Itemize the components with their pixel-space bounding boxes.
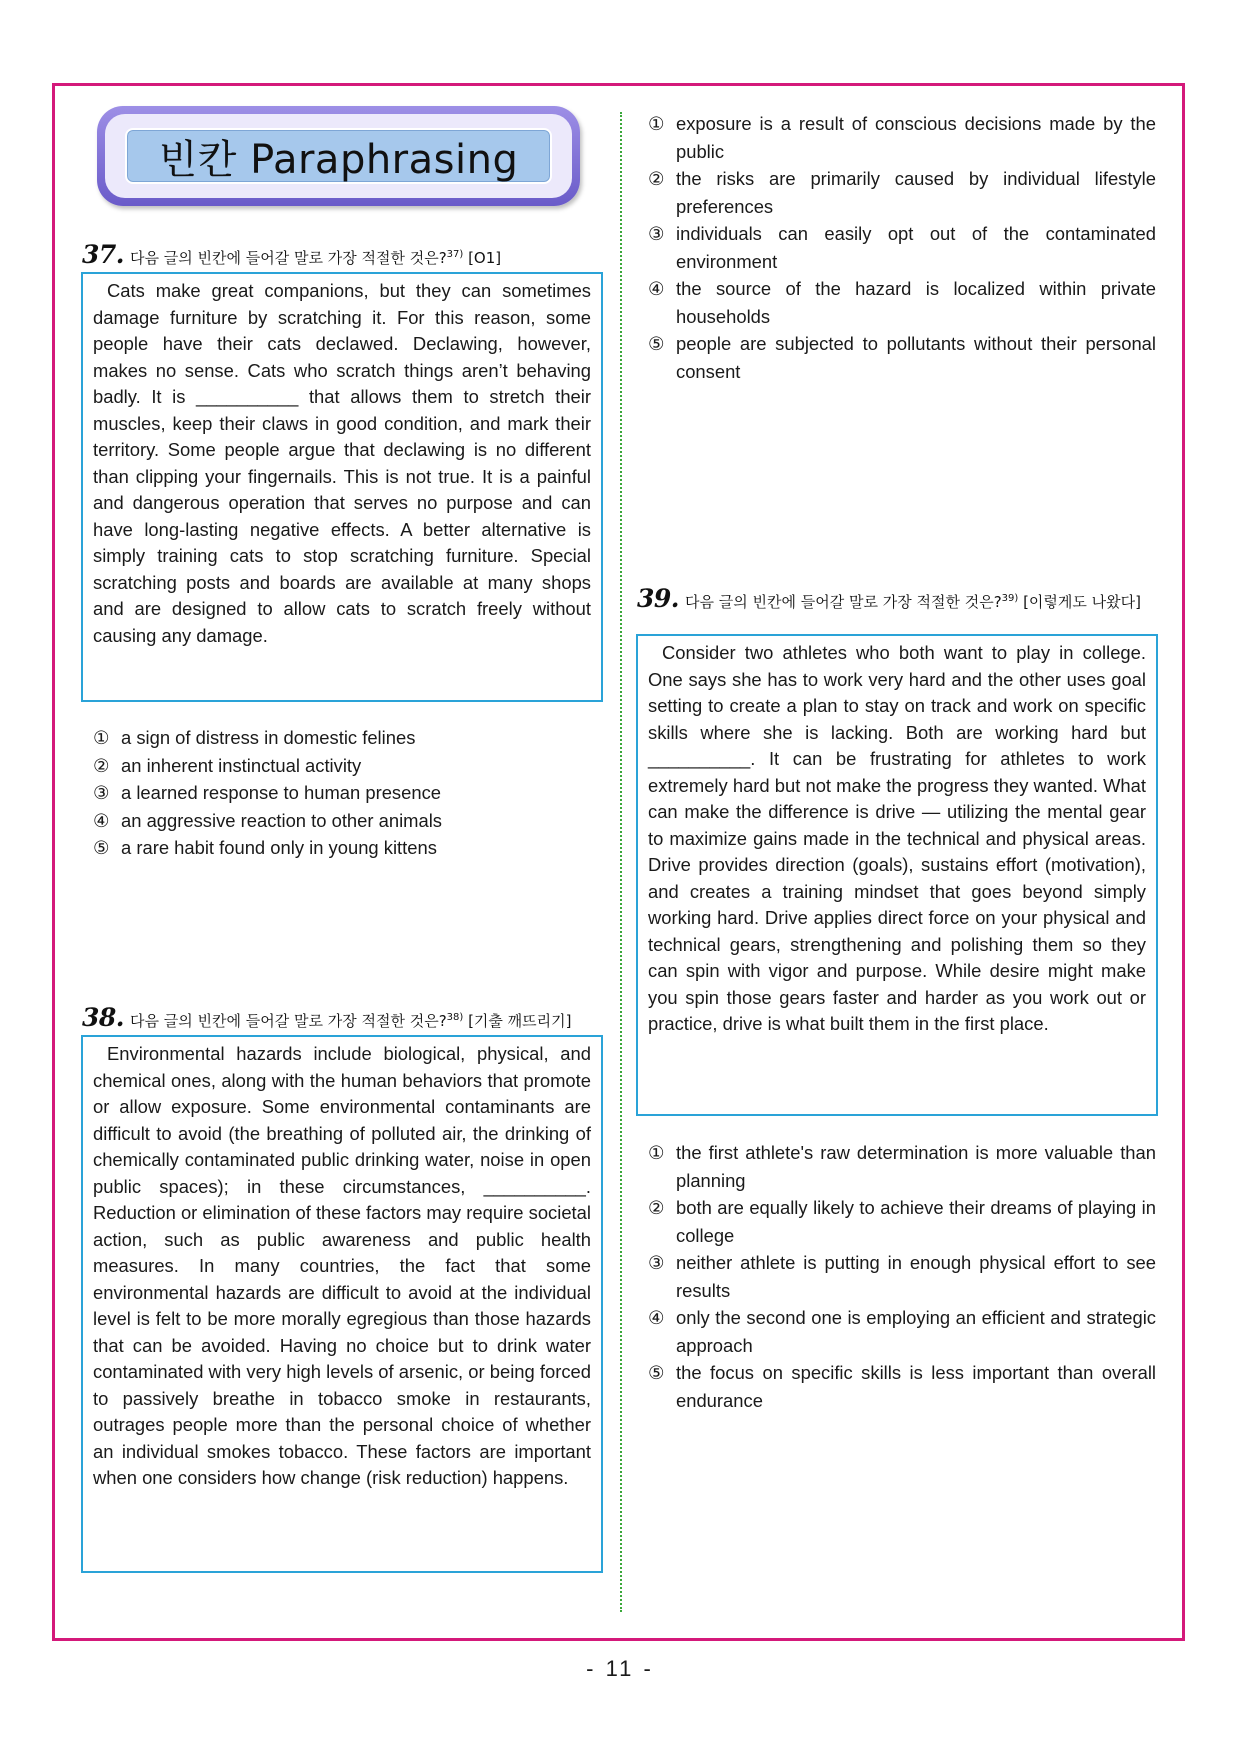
option-4[interactable]: ④ the source of the hazard is localized within private households xyxy=(648,278,1156,327)
footnote-ref: 39) xyxy=(1001,593,1019,604)
option-3[interactable]: ③ neither athlete is putting in enough physical effort to see results xyxy=(648,1252,1156,1301)
question-37-options xyxy=(93,724,593,862)
option-4[interactable]: ④ an aggressive reaction to other animals xyxy=(93,809,442,831)
question-37-heading xyxy=(82,240,502,269)
question-37-passage: Cats make great companions, but they can sometimes damage furniture by scratching it. For this reason, some people have their cats declawed. Declawing, however, makes no sense. Cats who scratch things aren’t behaving badly. It is __________ that allows them to stretch their muscles, keep their claws in good condition, and mark their territory. Some people argue that declawing is no different than clipping your fingernails. This is not true. It is a painful and dangerous operation that serves no purpose and can have long-lasting negative effects. A better alternative is simply training cats to stop scratching furniture. Special scratching posts and boards are available at many shops and are designed to allow cats to scratch freely without causing any damage. xyxy=(81,272,603,702)
question-prompt: 다음 글의 빈칸에 들어갈 말로 가장 적절한 것은? xyxy=(685,593,1002,611)
question-number: 39. xyxy=(637,584,679,613)
question-tag: [기출 깨뜨리기] xyxy=(468,1012,572,1030)
option-5[interactable]: ⑤ the focus on specific skills is less important than overall endurance xyxy=(648,1362,1156,1411)
question-38-heading xyxy=(82,1003,572,1032)
option-2[interactable]: ② both are equally likely to achieve their dreams of playing in college xyxy=(648,1197,1156,1246)
option-1[interactable]: ① exposure is a result of conscious decisions made by the public xyxy=(648,113,1156,162)
section-title-badge xyxy=(97,106,580,206)
option-5[interactable]: ⑤ people are subjected to pollutants without their personal consent xyxy=(648,333,1156,382)
page-number: - 11 - xyxy=(586,1656,654,1681)
option-2[interactable]: ② an inherent instinctual activity xyxy=(93,754,362,776)
question-39-heading xyxy=(637,584,1157,613)
option-1[interactable]: ① the first athlete's raw determination is more valuable than planning xyxy=(648,1142,1156,1191)
section-title: 빈칸 Paraphrasing xyxy=(125,128,552,184)
question-prompt: 다음 글의 빈칸에 들어갈 말로 가장 적절한 것은? xyxy=(130,1012,447,1030)
option-3[interactable]: ③ individuals can easily opt out of the contaminated environment xyxy=(648,223,1156,272)
option-4[interactable]: ④ only the second one is employing an efficient and strategic approach xyxy=(648,1307,1156,1356)
footnote-ref: 38) xyxy=(446,1012,464,1023)
question-39-passage: Consider two athletes who both want to play in college. One says she has to work very hard and the other uses goal setting to create a plan to stay on track and work on specific skills where she is lacking. Both are working hard but __________. It can be frustrating for athletes to work extremely hard but not make the progress they wanted. What can make the difference is drive — utilizing the mental gear to maximize gains made in the technical and physical areas. Drive provides direction (goals), sustains effort (motivation), and creates a training mindset that goes beyond simply working hard. Drive applies direct force on your physical and technical gears, strengthening and polishing them so they can spin with vigor and purpose. While desire might make you spin those gears faster and harder as you work out or practice, drive is what built them in the first place. xyxy=(636,634,1158,1116)
question-39-options xyxy=(648,1139,1156,1414)
question-tag: [이렇게도 나왔다] xyxy=(1023,593,1141,611)
question-number: 37. xyxy=(82,240,124,269)
question-tag: [O1] xyxy=(468,249,502,267)
question-prompt: 다음 글의 빈칸에 들어갈 말로 가장 적절한 것은? xyxy=(130,249,447,267)
column-divider xyxy=(620,112,622,1612)
question-38-options xyxy=(648,110,1156,385)
footnote-ref: 37) xyxy=(446,249,464,260)
option-1[interactable]: ① a sign of distress in domestic felines xyxy=(93,727,416,748)
option-5[interactable]: ⑤ a rare habit found only in young kittens xyxy=(93,837,437,858)
question-number: 38. xyxy=(82,1003,124,1032)
question-38-passage: Environmental hazards include biological, physical, and chemical ones, along with the human behaviors that promote or allow exposure. Some environmental contaminants are difficult to avoid (the breathing of polluted air, the drinking of chemically contaminated public drinking water, noise in open public spaces); in these circumstances, __________. Reduction or elimination of these factors may require societal action, such as public awareness and public health measures. In many countries, the fact that some environmental hazards are difficult to avoid at the individual level is felt to be more morally egregious than those hazards that can be avoided. Having no choice but to drink water contaminated with very high levels of arsenic, or being forced to passively breathe in tobacco smoke in restaurants, outrages people more than the personal choice of whether an individual smokes tobacco. These factors are important when one considers how change (risk reduction) happens. xyxy=(81,1035,603,1573)
option-2[interactable]: ② the risks are primarily caused by individual lifestyle preferences xyxy=(648,168,1156,217)
option-3[interactable]: ③ a learned response to human presence xyxy=(93,782,442,803)
